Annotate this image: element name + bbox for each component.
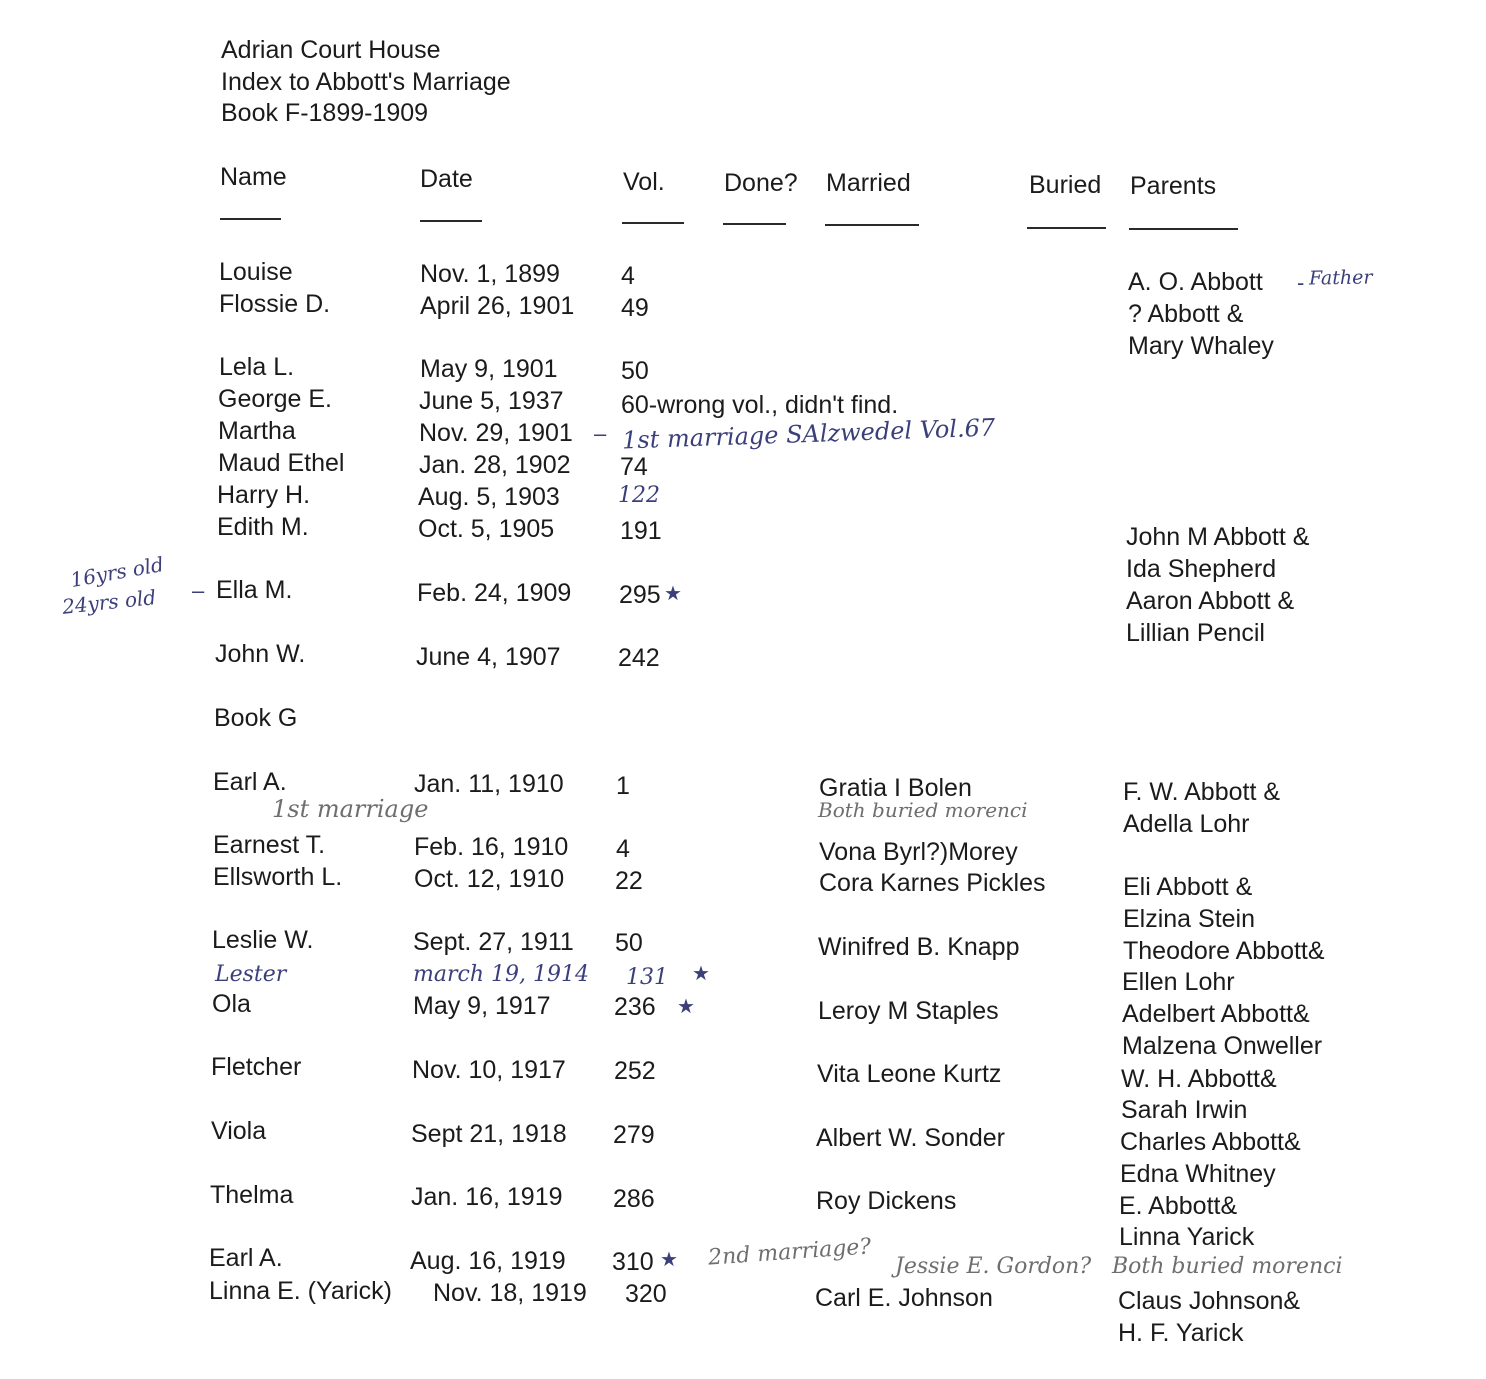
entry-vol: 279: [613, 1121, 655, 1149]
parents-line: Adelbert Abbott&: [1122, 1000, 1310, 1028]
dash-mark: –: [192, 578, 205, 603]
col-header-buried: Buried: [1029, 171, 1102, 199]
entry-vol: 4: [621, 262, 635, 290]
entry-vol: 236: [614, 993, 656, 1021]
parents-line: Charles Abbott&: [1120, 1128, 1301, 1156]
entry-name: Maud Ethel: [218, 449, 345, 477]
col-header-done: Done?: [724, 169, 798, 197]
rule-name: [220, 218, 281, 220]
note-harry-vol: 122: [618, 483, 660, 508]
entry-married: Vona Byrl?)Morey: [819, 838, 1018, 866]
note-jessie-gordon: Jessie E. Gordon?: [895, 1254, 1092, 1279]
entry-name: Flossie D.: [219, 290, 331, 318]
entry-date: Feb. 16, 1910: [414, 833, 569, 861]
entry-date: Aug. 5, 1903: [418, 483, 560, 511]
book-g-heading: Book G: [214, 704, 298, 732]
entry-date: Nov. 18, 1919: [433, 1279, 587, 1307]
entry-name: George E.: [218, 385, 332, 413]
entry-married: Winifred B. Knapp: [818, 933, 1020, 961]
entry-married: Albert W. Sonder: [816, 1124, 1005, 1152]
star-mark: ★: [677, 996, 695, 1018]
star-mark: ★: [692, 963, 710, 985]
entry-married: Cora Karnes Pickles: [819, 869, 1046, 897]
parents-line: Lillian Pencil: [1126, 619, 1265, 647]
parents-line: Eli Abbott &: [1123, 873, 1253, 901]
entry-married: Leroy M Staples: [818, 997, 999, 1025]
col-header-married: Married: [826, 169, 911, 197]
parents-line: A. O. Abbott: [1128, 268, 1263, 296]
parents-line: Claus Johnson&: [1118, 1287, 1301, 1315]
entry-date: Aug. 16, 1919: [410, 1247, 566, 1275]
col-header-date: Date: [420, 165, 473, 193]
entry-vol: 22: [615, 867, 643, 895]
parents-line: Sarah Irwin: [1121, 1096, 1248, 1124]
note-father: Father: [1308, 266, 1373, 290]
entry-date: Sept 21, 1918: [411, 1120, 567, 1148]
parents-line: Mary Whaley: [1128, 332, 1274, 360]
entry-name: Ola: [212, 990, 251, 1018]
parents-line: H. F. Yarick: [1118, 1319, 1244, 1347]
entry-date: May 9, 1901: [420, 355, 558, 383]
entry-name: Martha: [218, 417, 296, 445]
star-mark: ★: [660, 1249, 678, 1271]
note-first-marriage: 1st marriage: [272, 795, 429, 823]
col-header-vol: Vol.: [623, 168, 665, 196]
entry-vol: 4: [616, 835, 630, 863]
rule-done: [723, 223, 786, 225]
note-lester-date: march 19, 1914: [413, 962, 589, 987]
entry-date: Jan. 11, 1910: [414, 770, 564, 798]
parents-line: Elzina Stein: [1123, 905, 1256, 933]
entry-date: Jan. 28, 1902: [419, 451, 571, 479]
entry-name: Leslie W.: [212, 926, 314, 954]
entry-vol: 74: [620, 453, 648, 481]
entry-date: Sept. 27, 1911: [413, 928, 574, 956]
entry-vol: 50: [615, 929, 643, 957]
entry-name: Earl A.: [213, 768, 287, 796]
entry-name: Ella M.: [216, 576, 293, 604]
entry-vol: 242: [618, 644, 660, 672]
entry-vol: 50: [621, 357, 649, 385]
entry-date: Feb. 24, 1909: [417, 579, 572, 607]
rule-parents: [1129, 228, 1238, 230]
rule-buried: [1027, 227, 1106, 229]
rule-date: [420, 220, 482, 222]
note-second-marriage: 2nd marriage?: [707, 1234, 872, 1271]
entry-vol: 191: [620, 517, 662, 545]
note-age-24: 24yrs old: [61, 585, 158, 619]
parents-line: Linna Yarick: [1119, 1223, 1255, 1251]
entry-married: Carl E. Johnson: [815, 1284, 993, 1312]
parents-line: Edna Whitney: [1120, 1160, 1276, 1188]
title-line-3: Book F-1899-1909: [221, 99, 429, 127]
parents-line: Ellen Lohr: [1122, 968, 1235, 996]
parents-line: Theodore Abbott&: [1123, 937, 1325, 965]
entry-vol: 295: [619, 581, 661, 609]
entry-vol: 49: [621, 294, 649, 322]
entry-name: Fletcher: [211, 1053, 302, 1081]
entry-date: Nov. 10, 1917: [412, 1056, 566, 1084]
entry-vol: 1: [616, 772, 630, 800]
entry-name: Earl A.: [209, 1244, 283, 1272]
rule-married: [825, 224, 919, 226]
star-mark: ★: [664, 583, 682, 605]
entry-married: Gratia I Bolen: [819, 774, 972, 802]
dash-mark: -: [1297, 270, 1305, 295]
note-martha-first-marriage: 1st marriage SAlzwedel Vol.67: [621, 413, 996, 455]
parents-line: Adella Lohr: [1123, 810, 1250, 838]
note-age-16: 16yrs old: [68, 552, 166, 592]
entry-vol: 320: [625, 1280, 667, 1308]
entry-date: Oct. 5, 1905: [418, 515, 555, 543]
note-lester-vol: 131: [626, 965, 668, 990]
entry-vol: 310: [612, 1248, 654, 1276]
col-header-parents: Parents: [1130, 172, 1217, 200]
entry-date: Jan. 16, 1919: [411, 1183, 563, 1211]
entry-date: April 26, 1901: [420, 292, 575, 320]
parents-line: ? Abbott &: [1128, 300, 1244, 328]
entry-name: Earnest T.: [213, 831, 326, 859]
note-both-buried-1: Both buried morenci: [818, 798, 1028, 822]
entry-name: Viola: [211, 1117, 267, 1145]
title-line-2: Index to Abbott's Marriage: [221, 68, 511, 96]
entry-vol: 60-wrong vol., didn't find.: [621, 391, 899, 419]
entry-vol: 252: [614, 1057, 656, 1085]
note-both-buried-2: Both buried morenci: [1112, 1254, 1343, 1279]
title-line-1: Adrian Court House: [221, 36, 441, 64]
dash-mark: –: [594, 421, 607, 446]
entry-vol: 286: [613, 1185, 655, 1213]
entry-date: June 4, 1907: [416, 643, 561, 671]
entry-date: June 5, 1937: [419, 387, 564, 415]
entry-name: Ellsworth L.: [213, 863, 343, 891]
entry-name: Linna E. (Yarick): [209, 1277, 392, 1305]
entry-name: Edith M.: [217, 513, 309, 541]
entry-date: Oct. 12, 1910: [414, 865, 565, 893]
entry-date: Nov. 1, 1899: [420, 260, 560, 288]
entry-name: Harry H.: [217, 481, 311, 509]
entry-name: Louise: [219, 258, 293, 286]
parents-line: Aaron Abbott &: [1126, 587, 1295, 615]
entry-date: Nov. 29, 1901: [419, 419, 573, 447]
parents-line: Ida Shepherd: [1126, 555, 1277, 583]
entry-date: May 9, 1917: [413, 992, 551, 1020]
parents-line: E. Abbott&: [1119, 1192, 1238, 1220]
parents-line: Malzena Onweller: [1122, 1032, 1323, 1060]
entry-married: Roy Dickens: [816, 1187, 957, 1215]
parents-line: F. W. Abbott &: [1123, 778, 1281, 806]
entry-name: Lela L.: [219, 353, 295, 381]
entry-name: John W.: [215, 640, 306, 668]
entry-name: Thelma: [210, 1181, 294, 1209]
note-lester: Lester: [215, 962, 287, 987]
parents-line: W. H. Abbott&: [1121, 1065, 1277, 1093]
entry-married: Vita Leone Kurtz: [817, 1060, 1002, 1088]
rule-vol: [622, 222, 684, 224]
parents-line: John M Abbott &: [1126, 523, 1310, 551]
col-header-name: Name: [220, 163, 287, 191]
